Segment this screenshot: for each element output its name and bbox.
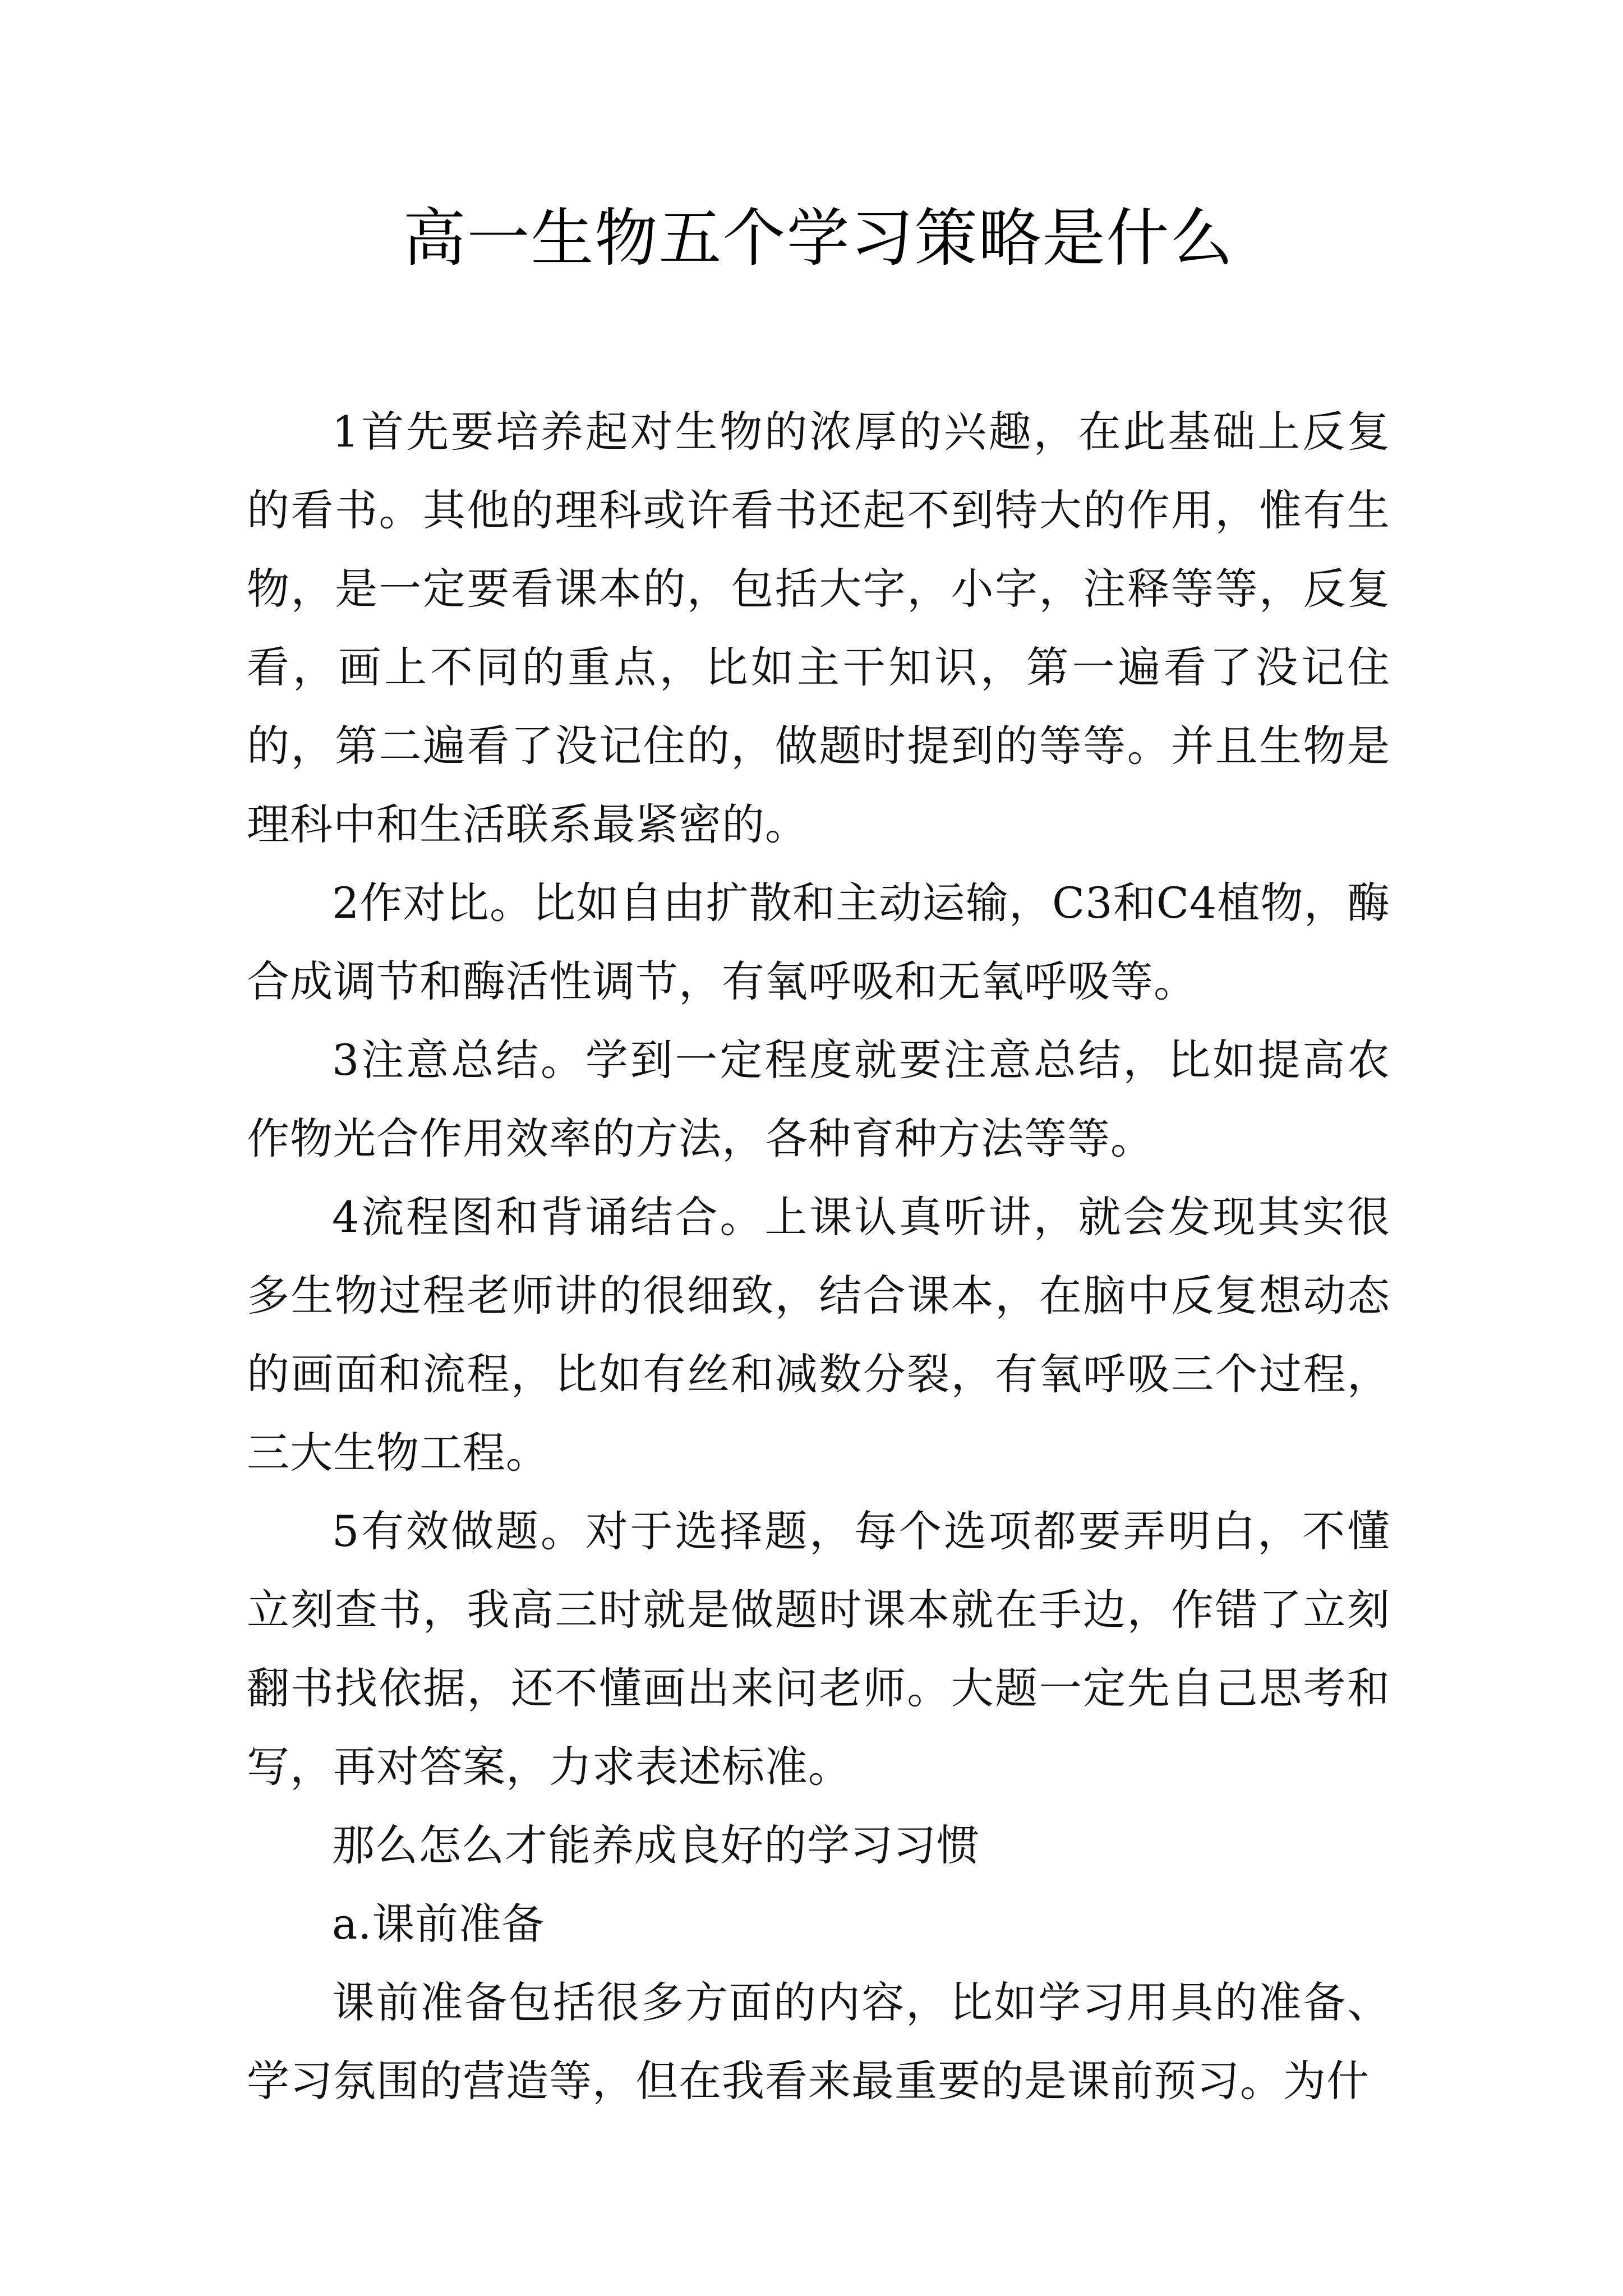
paragraph-habits-question: 那么怎么才能养成良好的学习习惯	[332, 1820, 980, 1870]
document-title: 高一生物五个学习策略是什么	[403, 202, 1234, 275]
paragraph-1: 1首先要培养起对生物的浓厚的兴趣，在此基础上反复的看书。其他的理科或许看书还起不到特大的作用，惟有生物，是一定要看课本的，包括大字，小字，注释等等，反复看，画上不同的重点，比如主干知识，第一遍看了没记住的，第二遍看了没记住的，做题时提到的等等。并且生物是理科中和生活联系最紧密的。	[247, 407, 1390, 849]
paragraph-section-a-body: 课前准备包括很多方面的内容，比如学习用具的准备、学习氛围的营造等，但在我看来最重要的是课前预习。为什	[247, 1977, 1390, 2106]
paragraph-section-a-heading: a.课前准备	[332, 1899, 545, 1949]
paragraph-2: 2作对比。比如自由扩散和主动运输，C3和C4植物，酶合成调节和酶活性调节，有氧呼吸和无氧呼吸等。	[247, 878, 1390, 1006]
paragraph-3: 3注意总结。学到一定程度就要注意总结，比如提高农作物光合作用效率的方法，各种育种方法等等。	[247, 1035, 1390, 1163]
paragraph-5: 5有效做题。对于选择题，每个选项都要弄明白，不懂立刻查书，我高三时就是做题时课本就在手边，作错了立刻翻书找依据，还不懂画出来问老师。大题一定先自己思考和写，再对答案，力求表述标准。	[247, 1506, 1390, 1792]
paragraph-4: 4流程图和背诵结合。上课认真听讲，就会发现其实很多生物过程老师讲的很细致，结合课本，在脑中反复想动态的画面和流程，比如有丝和减数分裂，有氧呼吸三个过程，三大生物工程。	[247, 1192, 1390, 1478]
document-body	[247, 393, 1390, 2120]
